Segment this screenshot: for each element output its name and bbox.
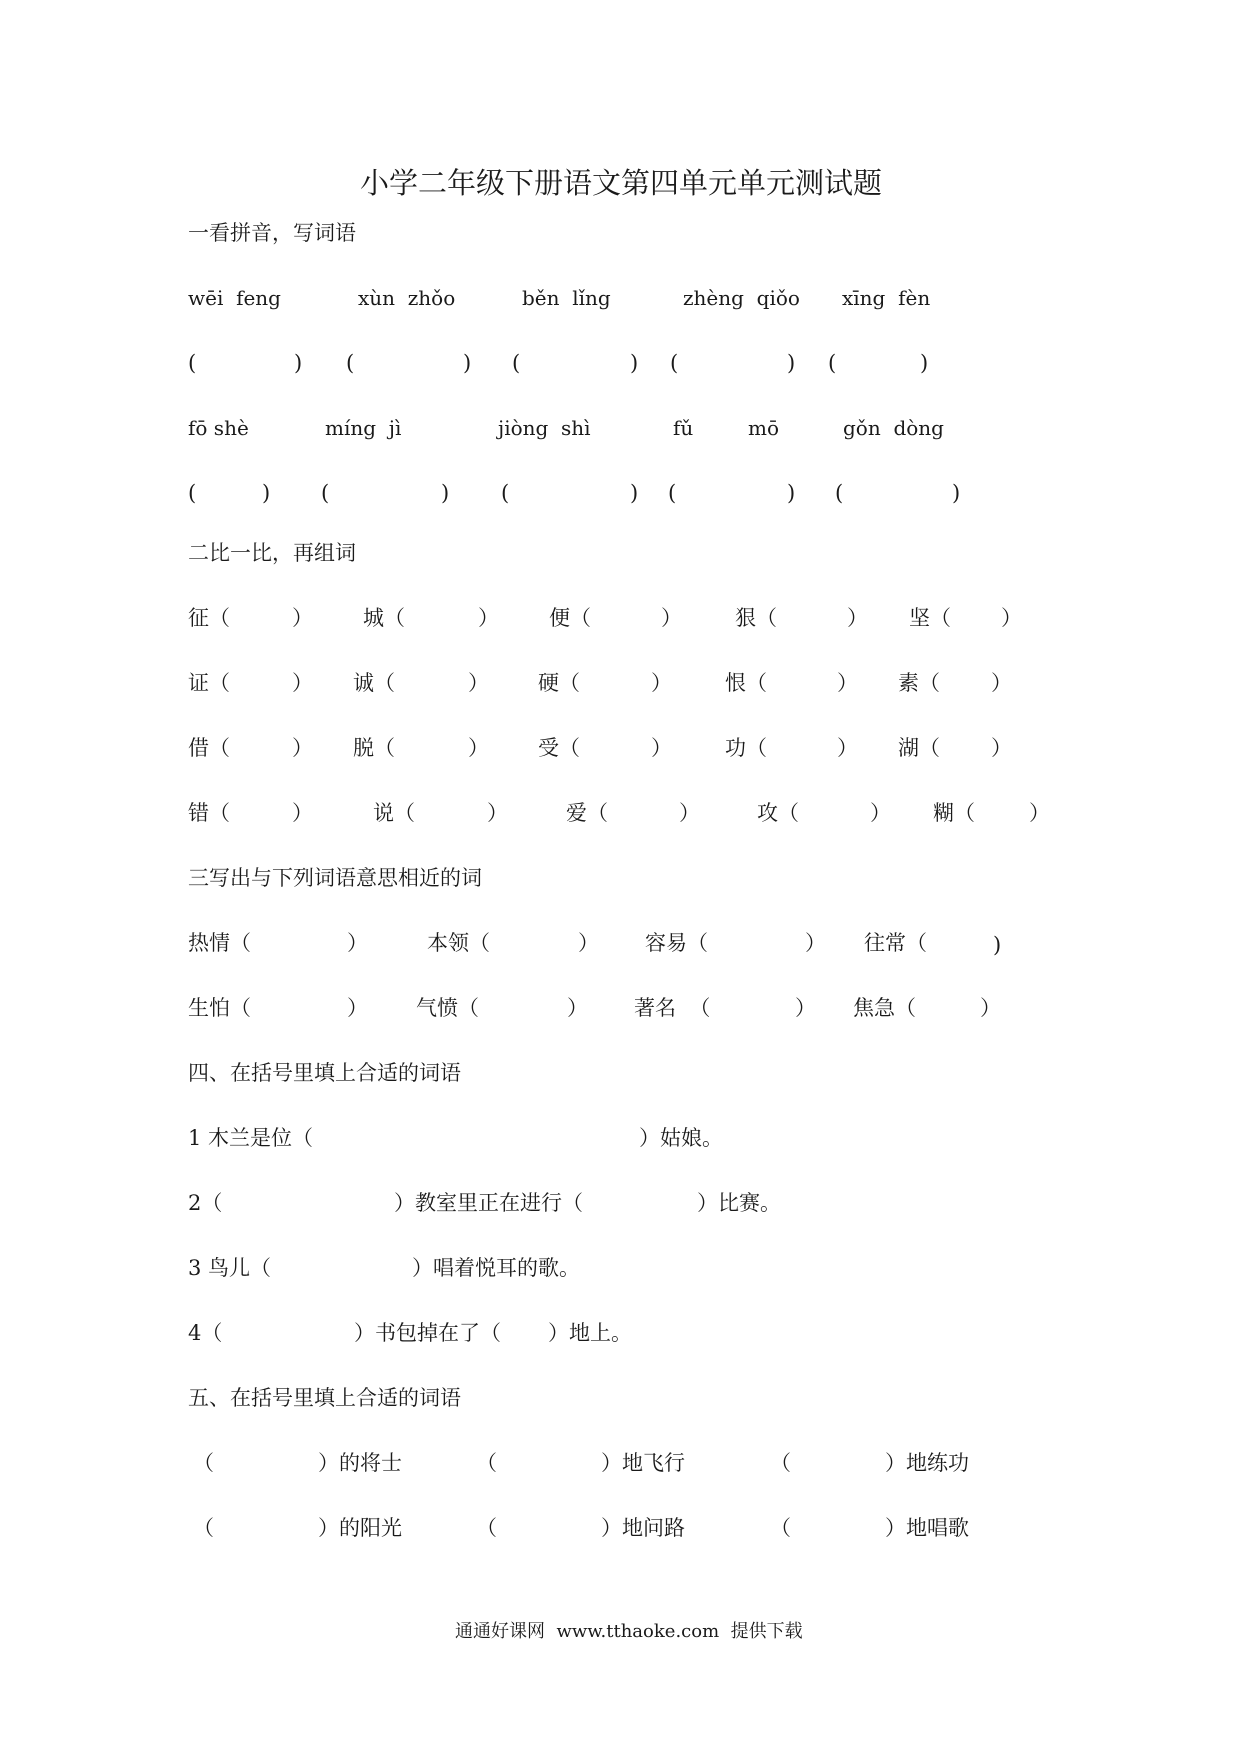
answer-paren-open: ( xyxy=(512,351,521,375)
fill-line-4-mid: ）书包掉在了（ xyxy=(354,1321,501,1345)
synonym-item: 焦急（ xyxy=(853,996,916,1020)
pinyin-item: běn lǐng xyxy=(522,286,611,310)
phrase-item: ）地问路 xyxy=(601,1516,685,1540)
answer-paren-close: ) xyxy=(952,481,961,505)
compare-close: ） xyxy=(991,671,1012,695)
answer-paren-open: ( xyxy=(835,481,844,505)
compare-close: ） xyxy=(292,606,313,630)
answer-paren-open: ( xyxy=(188,481,197,505)
compare-item: 说（ xyxy=(373,801,415,825)
page-footer: 通通好课网 www.tthaoke.com 提供下载 xyxy=(455,1621,803,1642)
fill-line-1-start: 1 木兰是位（ xyxy=(188,1126,314,1150)
synonym-close: ） xyxy=(567,996,588,1020)
phrase-item: ）的将士 xyxy=(318,1451,402,1475)
compare-item: 功（ xyxy=(725,736,767,760)
compare-item: 湖（ xyxy=(898,736,940,760)
compare-item: 借（ xyxy=(188,736,230,760)
answer-paren-open: ( xyxy=(501,481,510,505)
compare-close: ） xyxy=(651,736,672,760)
compare-item: 糊（ xyxy=(933,801,975,825)
synonym-item: 往常（ xyxy=(864,931,927,955)
answer-paren-close: ) xyxy=(920,351,929,375)
pinyin-item: míng jì xyxy=(325,416,402,440)
answer-paren-close: ) xyxy=(463,351,472,375)
answer-paren-open: ( xyxy=(188,351,197,375)
synonym-close: ） xyxy=(980,996,1001,1020)
answer-paren-open: ( xyxy=(670,351,679,375)
fill-line-2-end: ）比赛。 xyxy=(697,1191,781,1215)
answer-paren-open: ( xyxy=(346,351,355,375)
fill-line-3-end: ）唱着悦耳的歌。 xyxy=(412,1256,580,1280)
synonym-item: 本领（ xyxy=(427,931,490,955)
answer-paren-close: ) xyxy=(294,351,303,375)
pinyin-item: gǒn dòng xyxy=(843,416,944,440)
compare-item: 错（ xyxy=(188,801,230,825)
pinyin-item: mō xyxy=(748,416,780,440)
pinyin-item: xīng fèn xyxy=(842,286,931,310)
compare-item: 爱（ xyxy=(566,801,608,825)
compare-close: ） xyxy=(837,671,858,695)
compare-close: ） xyxy=(1001,606,1022,630)
compare-item: 城（ xyxy=(363,606,405,630)
compare-close: ） xyxy=(292,671,313,695)
compare-close: ） xyxy=(651,671,672,695)
fill-line-2-start: 2（ xyxy=(188,1191,223,1215)
compare-close: ） xyxy=(837,736,858,760)
section-4-heading: 四、在括号里填上合适的词语 xyxy=(188,1061,461,1085)
synonym-item: 气愤（ xyxy=(416,996,479,1020)
compare-item: 脱（ xyxy=(353,736,395,760)
compare-close: ） xyxy=(478,606,499,630)
pinyin-item: fǔ xyxy=(673,416,694,440)
pinyin-item: zhèng qiǒo xyxy=(683,286,800,310)
answer-paren-open: ( xyxy=(828,351,837,375)
compare-close: ） xyxy=(468,736,489,760)
compare-close: ） xyxy=(991,736,1012,760)
compare-close: ） xyxy=(679,801,700,825)
answer-paren-close: ) xyxy=(441,481,450,505)
section-1-heading: 一看拼音，写词语 xyxy=(188,221,356,245)
synonym-item: 著名 （ xyxy=(634,996,711,1020)
synonym-item: 容易（ xyxy=(645,931,708,955)
answer-paren-close: ) xyxy=(630,351,639,375)
compare-item: 诚（ xyxy=(353,671,395,695)
compare-item: 受（ xyxy=(538,736,580,760)
synonym-close: ） xyxy=(347,996,368,1020)
phrase-item: ）地练功 xyxy=(885,1451,969,1475)
compare-close: ） xyxy=(661,606,682,630)
synonym-close: ） xyxy=(347,931,368,955)
phrase-open: （ xyxy=(476,1516,497,1540)
section-3-heading: 三写出与下列词语意思相近的词 xyxy=(188,866,482,890)
phrase-open: （ xyxy=(193,1516,214,1540)
compare-close: ） xyxy=(292,736,313,760)
compare-item: 证（ xyxy=(188,671,230,695)
fill-line-2-mid: ）教室里正在进行（ xyxy=(394,1191,583,1215)
fill-line-4-start: 4（ xyxy=(188,1321,223,1345)
compare-item: 征（ xyxy=(188,606,230,630)
phrase-open: （ xyxy=(476,1451,497,1475)
compare-item: 硬（ xyxy=(538,671,580,695)
phrase-open: （ xyxy=(193,1451,214,1475)
compare-item: 坚（ xyxy=(909,606,951,630)
phrase-open: （ xyxy=(770,1451,791,1475)
answer-paren-close: ) xyxy=(630,481,639,505)
compare-item: 便（ xyxy=(549,606,591,630)
pinyin-item: xùn zhǒo xyxy=(358,286,456,310)
phrase-item: ）地飞行 xyxy=(601,1451,685,1475)
synonym-item: 热情（ xyxy=(188,931,251,955)
synonym-close: ） xyxy=(578,931,599,955)
answer-paren-close: ) xyxy=(787,481,796,505)
compare-close: ） xyxy=(1029,801,1050,825)
compare-close: ） xyxy=(292,801,313,825)
compare-close: ） xyxy=(870,801,891,825)
compare-close: ） xyxy=(468,671,489,695)
answer-paren-open: ( xyxy=(668,481,677,505)
fill-line-1-end: ）姑娘。 xyxy=(639,1126,723,1150)
synonym-close: ） xyxy=(805,931,826,955)
section-2-heading: 二比一比，再组词 xyxy=(188,541,356,565)
synonym-close: ) xyxy=(993,933,1002,957)
phrase-item: ）的阳光 xyxy=(318,1516,402,1540)
page-title: 小学二年级下册语文第四单元单元测试题 xyxy=(360,166,883,200)
pinyin-item: wēi feng xyxy=(188,286,281,310)
pinyin-item: fō shè xyxy=(188,416,249,440)
answer-paren-close: ) xyxy=(787,351,796,375)
compare-item: 恨（ xyxy=(725,671,767,695)
compare-item: 狠（ xyxy=(735,606,777,630)
fill-line-3-start: 3 鸟儿（ xyxy=(188,1256,272,1280)
compare-item: 素（ xyxy=(898,671,940,695)
section-5-heading: 五、在括号里填上合适的词语 xyxy=(188,1386,461,1410)
answer-paren-open: ( xyxy=(321,481,330,505)
phrase-item: ）地唱歌 xyxy=(885,1516,969,1540)
compare-item: 攻（ xyxy=(757,801,799,825)
fill-line-4-end: ）地上。 xyxy=(548,1321,632,1345)
synonym-item: 生怕（ xyxy=(188,996,251,1020)
pinyin-item: jiòng shì xyxy=(498,416,591,440)
synonym-close: ） xyxy=(795,996,816,1020)
phrase-open: （ xyxy=(770,1516,791,1540)
compare-close: ） xyxy=(847,606,868,630)
answer-paren-close: ) xyxy=(262,481,271,505)
compare-close: ） xyxy=(487,801,508,825)
